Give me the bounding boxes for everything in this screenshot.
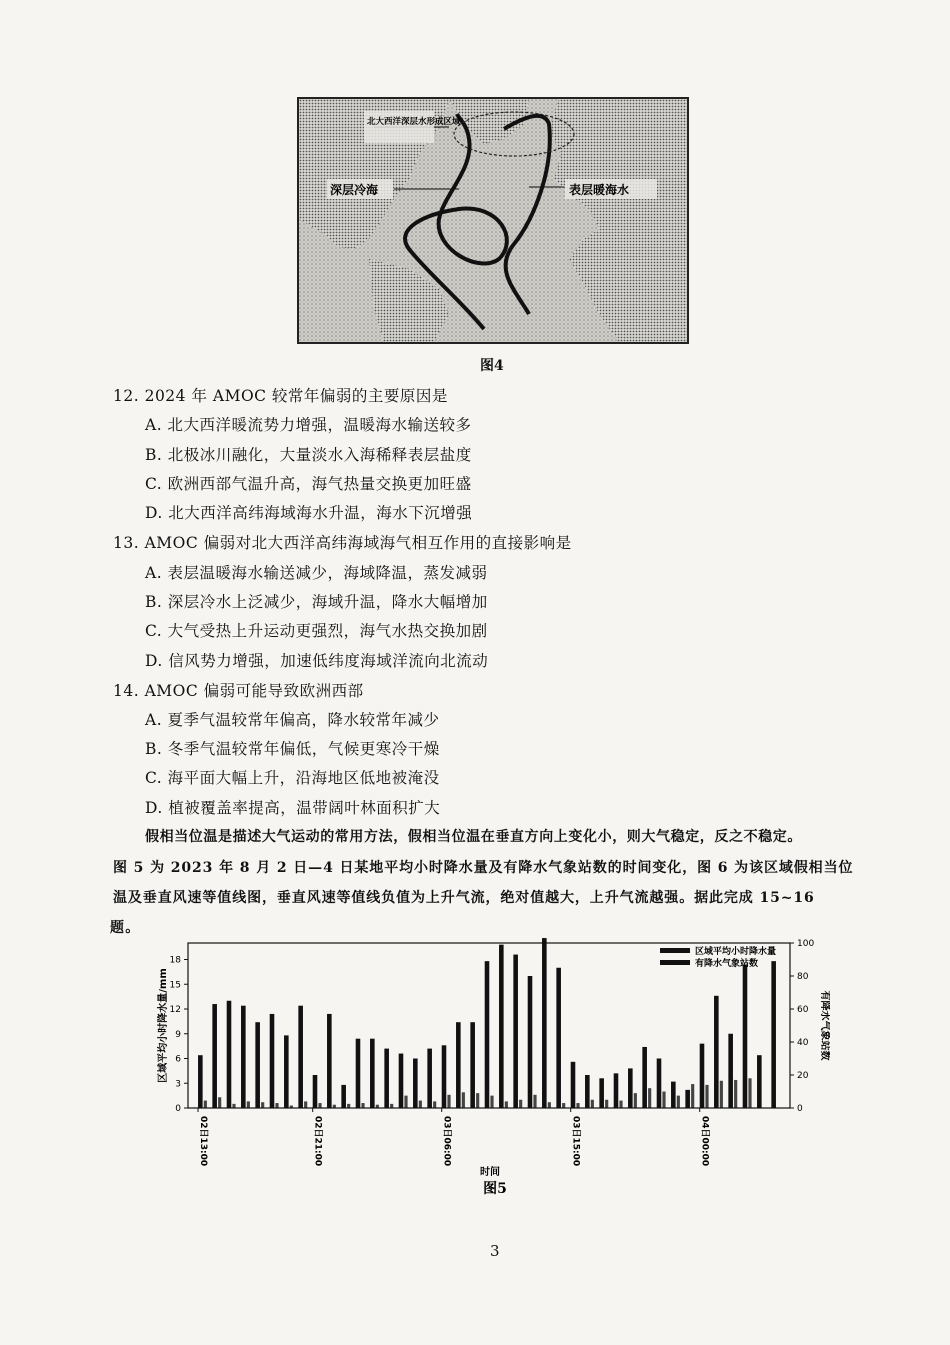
rainfall-bar <box>304 1101 307 1108</box>
station-count-bar <box>700 1044 705 1108</box>
rainfall-bar <box>677 1096 680 1108</box>
station-count-bar <box>356 1039 361 1108</box>
question-14-option-c: C. 海平面大幅上升，沿海地区低地被淹没 <box>145 769 440 787</box>
station-count-bar <box>528 976 533 1108</box>
rainfall-bar <box>419 1101 422 1108</box>
station-count-bar <box>270 1014 275 1108</box>
rainfall-bar <box>247 1101 250 1108</box>
x-axis-label: 时间 <box>480 1167 500 1178</box>
right-tick-label: 60 <box>797 1005 809 1015</box>
station-count-bar <box>585 1075 590 1108</box>
legend-label-rainfall: 区域平均小时降水量 <box>695 947 777 957</box>
legend-swatch-rainfall <box>660 948 690 953</box>
rainfall-bar <box>404 1096 407 1108</box>
rainfall-bar <box>347 1104 350 1108</box>
station-count-bar <box>255 1022 260 1108</box>
station-count-bar <box>413 1059 418 1109</box>
x-tick-label: 03日06:00 <box>441 1116 452 1167</box>
right-tick-label: 0 <box>797 1104 803 1114</box>
station-count-bar <box>499 945 504 1108</box>
rainfall-bar <box>748 1078 751 1108</box>
rainfall-bar <box>662 1092 665 1109</box>
rainfall-bar <box>447 1095 450 1108</box>
right-tick-label: 80 <box>797 972 809 982</box>
x-tick-label: 03日15:00 <box>570 1116 581 1167</box>
station-count-bar <box>571 1062 576 1108</box>
passage-line-4: 题。 <box>110 920 141 936</box>
rainfall-bar <box>533 1095 536 1108</box>
rainfall-bar <box>275 1103 278 1108</box>
passage-line-3: 温及垂直风速等值线图，垂直风速等值线负值为上升气流，绝对值越大，上升气流越强。据此完成 15~16 <box>113 890 815 906</box>
amoc-map-svg <box>299 99 687 342</box>
rainfall-bar <box>361 1103 364 1108</box>
question-13-option-d: D. 信风势力增强，加速低纬度海域洋流向北流动 <box>145 652 489 670</box>
passage-line-2: 图 5 为 2023 年 8 月 2 日—4 日某地平均小时降水量及有降水气象站数的时间变化，图 6 为该区域假相当位 <box>113 860 854 876</box>
rainfall-bar <box>576 1103 579 1108</box>
y-axis-left-label: 区域平均小时降水量/mm <box>158 968 169 1083</box>
legend-label-stations: 有降水气象站数 <box>695 959 759 969</box>
rainfall-bar <box>562 1103 565 1108</box>
station-count-bar <box>757 1055 762 1108</box>
right-tick-label: 100 <box>797 939 815 949</box>
question-14-option-d: D. 植被覆盖率提高，温带阔叶林面积扩大 <box>145 799 441 817</box>
station-count-bar <box>341 1085 346 1108</box>
left-tick-label: 0 <box>175 1104 181 1114</box>
station-count-bar <box>542 938 547 1108</box>
question-12-option-b: B. 北极冰川融化，大量淡水入海稀释表层盐度 <box>145 446 472 464</box>
station-count-bar <box>685 1090 690 1108</box>
left-tick-label: 18 <box>169 955 181 966</box>
map-label-warm: 表层暖海水 <box>569 183 630 197</box>
rainfall-bar <box>619 1101 622 1108</box>
station-count-bar <box>470 1022 475 1108</box>
station-count-bar <box>556 968 561 1108</box>
station-count-bar <box>212 1004 217 1108</box>
station-count-bar <box>485 961 490 1108</box>
station-count-bar <box>743 964 748 1108</box>
rainfall-bar <box>720 1081 723 1108</box>
station-count-bar <box>313 1075 318 1108</box>
map-label-cold: 深层冷海 <box>330 183 379 197</box>
rainfall-bar <box>605 1100 608 1108</box>
station-count-bar <box>657 1059 662 1109</box>
station-count-bar <box>714 996 719 1108</box>
figure4-caption: 图4 <box>480 358 504 374</box>
question-13-stem: 13. AMOC 偏弱对北大西洋高纬海域海气相互作用的直接影响是 <box>113 534 572 552</box>
station-count-bar <box>728 1034 733 1108</box>
rainfall-bar <box>490 1096 493 1108</box>
right-tick-label: 20 <box>797 1071 809 1081</box>
rainfall-bar <box>204 1101 207 1108</box>
rainfall-bar <box>261 1102 264 1108</box>
rainfall-bar <box>390 1104 393 1108</box>
figure4-map <box>297 97 689 344</box>
right-tick-label: 40 <box>797 1038 809 1048</box>
question-12-stem: 12. 2024 年 AMOC 较常年偏弱的主要原因是 <box>113 387 448 405</box>
question-13-option-b: B. 深层冷水上泛减少，海域升温，降水大幅增加 <box>145 593 488 611</box>
figure5-chart-svg <box>150 935 830 1205</box>
station-count-bar <box>227 1001 232 1108</box>
rainfall-bar <box>462 1092 465 1108</box>
rainfall-bar <box>548 1102 551 1108</box>
station-count-bar <box>370 1039 375 1108</box>
x-tick-label: 02日13:00 <box>198 1116 209 1167</box>
question-13-option-a: A. 表层温暖海水输送减少，海域降温，蒸发减弱 <box>145 564 488 582</box>
rainfall-bar <box>232 1104 235 1108</box>
station-count-bar <box>642 1047 647 1108</box>
station-count-bar <box>513 955 518 1108</box>
legend-swatch-stations <box>660 960 690 965</box>
passage-line-1: 假相当位温是描述大气运动的常用方法，假相当位温在垂直方向上变化小，则大气稳定，反之不稳定。 <box>145 829 802 845</box>
rainfall-bar <box>591 1100 594 1108</box>
left-tick-label: 3 <box>175 1079 181 1090</box>
question-13-option-c: C. 大气受热上升运动更强烈，海气水热交换加剧 <box>145 622 488 640</box>
station-count-bar <box>671 1082 676 1108</box>
station-count-bar <box>614 1073 619 1108</box>
left-tick-label: 12 <box>169 1005 181 1015</box>
station-count-bar <box>599 1078 604 1108</box>
station-count-bar <box>298 1006 303 1108</box>
rainfall-bar <box>634 1093 637 1108</box>
x-tick-label: 02日21:00 <box>312 1116 323 1167</box>
x-tick-label: 04日00:00 <box>699 1116 710 1167</box>
station-count-bar <box>284 1035 289 1108</box>
left-tick-label: 15 <box>169 980 181 991</box>
left-tick-label: 9 <box>175 1029 181 1040</box>
left-tick-label: 6 <box>175 1054 181 1065</box>
rainfall-bar <box>433 1101 436 1108</box>
station-count-bar <box>198 1055 203 1108</box>
page-number: 3 <box>490 1242 500 1260</box>
rainfall-bar <box>691 1084 694 1108</box>
rainfall-bar <box>648 1088 651 1108</box>
station-count-bar <box>327 1014 332 1108</box>
station-count-bar <box>771 961 776 1108</box>
question-14-stem: 14. AMOC 偏弱可能导致欧洲西部 <box>113 682 364 700</box>
question-12-option-d: D. 北大西洋高纬海域海水升温，海水下沉增强 <box>145 504 473 522</box>
station-count-bar <box>427 1049 432 1108</box>
station-count-bar <box>399 1054 404 1108</box>
figure5-chart <box>150 935 830 1205</box>
station-count-bar <box>384 1049 389 1108</box>
rainfall-bar <box>705 1085 708 1108</box>
station-count-bar <box>628 1068 633 1108</box>
question-14-option-a: A. 夏季气温较常年偏高，降水较常年减少 <box>145 711 440 729</box>
rainfall-bar <box>734 1080 737 1108</box>
question-12-option-a: A. 北大西洋暖流势力增强，温暖海水输送较多 <box>145 416 472 434</box>
station-count-bar <box>442 1045 447 1108</box>
rainfall-bar <box>519 1100 522 1108</box>
station-count-bar <box>241 1006 246 1108</box>
rainfall-bar <box>505 1101 508 1108</box>
station-count-bar <box>456 1022 461 1108</box>
figure5-caption: 图5 <box>483 1181 507 1197</box>
rainfall-bar <box>218 1097 221 1108</box>
y-axis-right-label: 有降水气象站数 <box>819 990 830 1061</box>
question-12-option-c: C. 欧洲西部气温升高，海气热量交换更加旺盛 <box>145 475 472 493</box>
map-label-top: 北大西洋深层水形成区域 <box>367 117 461 127</box>
rainfall-bar <box>476 1093 479 1108</box>
question-14-option-b: B. 冬季气温较常年偏低，气候更寒冷干燥 <box>145 740 440 758</box>
rainfall-bar <box>318 1103 321 1108</box>
